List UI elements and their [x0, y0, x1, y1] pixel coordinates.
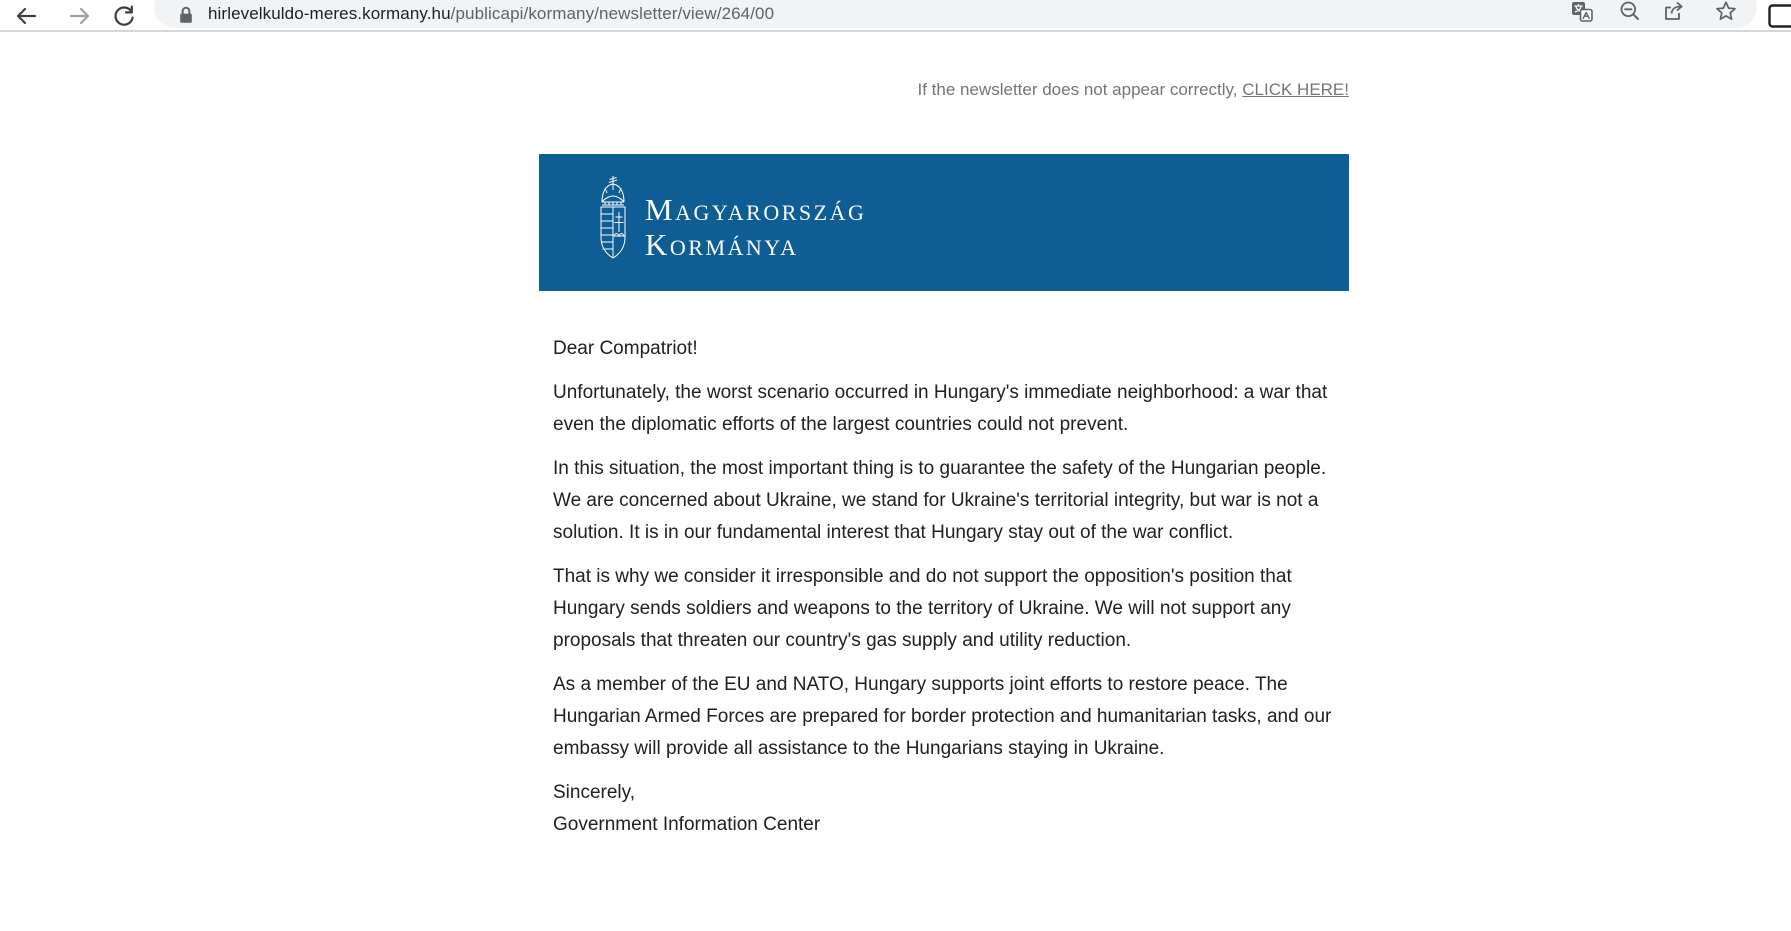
share-button[interactable] [1662, 1, 1686, 25]
forward-button[interactable] [66, 2, 94, 30]
view-in-browser-link[interactable]: CLICK HERE! [1242, 80, 1349, 99]
back-arrow-icon [14, 4, 38, 28]
paragraph-4: As a member of the EU and NATO, Hungary supports joint efforts to restore peace. The Hungarian Armed Forces are prepared for border protection and humanitarian tasks, and our embassy will provide all assistance to the Hungarians staying in Ukraine. [553, 674, 1332, 759]
fallback-notice [539, 80, 1349, 100]
share-icon [1662, 0, 1686, 27]
side-panel-icon[interactable] [1768, 4, 1791, 28]
address-bar[interactable] [154, 0, 1757, 28]
paragraph-1: Unfortunately, the worst scenario occurred in Hungary's immediate neighborhood: a war that even the diplomatic efforts of the largest countries could not prevent. [553, 382, 1328, 435]
closing-line1: Sincerely, [553, 782, 636, 803]
browser-toolbar [0, 0, 1791, 32]
fallback-notice-text: If the newsletter does not appear correctly, [917, 80, 1243, 99]
zoom-out-icon [1619, 0, 1641, 27]
reload-icon [112, 4, 136, 28]
paragraph-2: In this situation, the most important thing is to guarantee the safety of the Hungarian people. We are concerned about Ukraine, we stand for Ukraine's territorial integrity, but war is not a solution. It is in our fundamental interest that Hungary stay out of the war conflict. [553, 458, 1327, 543]
org-name-line2: Kormánya [645, 227, 799, 262]
url-path: /publicapi/kormany/newsletter/view/264/00 [450, 4, 775, 23]
google-translate-icon [1571, 0, 1593, 27]
government-banner [539, 154, 1349, 291]
org-name-line1: Magyarország [645, 192, 867, 227]
paragraph-3: That is why we consider it irresponsible and do not support the opposition's position that Hungary sends soldiers and weapons to the territory of Ukraine. We will not support any proposals that threaten our country's gas supply and utility reduction. [553, 566, 1292, 651]
reload-button[interactable] [110, 2, 138, 30]
org-name [645, 192, 866, 262]
closing [553, 777, 1343, 841]
url-domain: hirlevelkuldo-meres.kormany.hu [208, 4, 451, 23]
closing-line2: Government Information Center [553, 814, 821, 835]
ssl-lock-icon[interactable] [176, 3, 196, 27]
newsletter-body [553, 333, 1343, 841]
star-icon [1714, 0, 1738, 28]
newsletter-page [0, 32, 1791, 929]
translate-button[interactable] [1570, 1, 1594, 25]
bookmark-button[interactable] [1714, 1, 1738, 25]
forward-arrow-icon [68, 4, 92, 28]
back-button[interactable] [12, 2, 40, 30]
url-text[interactable] [208, 0, 774, 28]
zoom-indicator-button[interactable] [1618, 1, 1642, 25]
salutation: Dear Compatriot! [553, 338, 698, 359]
hungary-coat-of-arms-icon [594, 174, 632, 269]
